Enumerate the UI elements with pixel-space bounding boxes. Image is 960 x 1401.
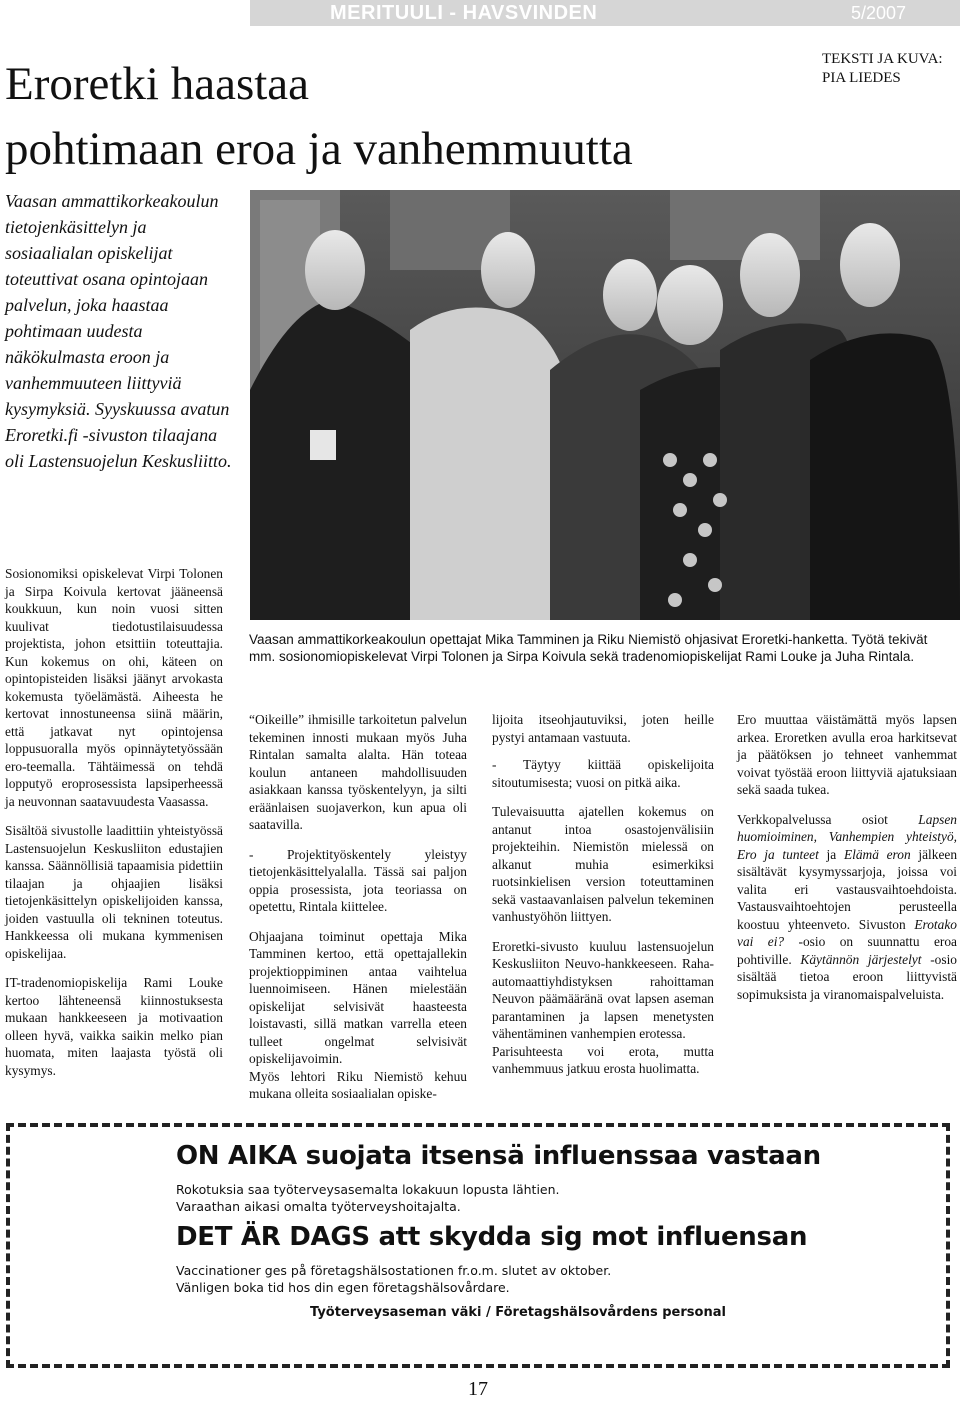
paragraph: Eroretki-sivusto kuuluu lastensuojelun Keskusliiton Neuvo-hankkeeseen. Raha-automaattiyhdistyksen rahoittaman Neuvon päämääränä ovat lapsen aseman parantaminen ja lapsen menetysten vähentäminen vanhempien erotessa. bbox=[492, 938, 714, 1041]
page-number: 17 bbox=[468, 1378, 488, 1400]
paragraph: “Oikeille” ihmisille tarkoitetun palvelun tekeminen innosti mukaan myös Juha Rintalan samalta alalta. Hän toteaa koulun antaneen mahdollisuuden asiakkaan kanssa työskentelyyn, ja silti eräänlaisen suojaverkon, kun apua oli saatavilla. bbox=[249, 712, 467, 832]
article-lead: Vaasan ammattikorkeakoulun tietojenkäsittelyn ja sosiaalialan opiskelijat toteuttivat osana opintojaan palvelun, joka haastaa pohtimaan uudesta näkökulmasta eroon ja vanhemmuuteen liittyviä kysymyksiä. Syyskuussa avatun Eroretki.fi -sivuston tilaajana oli Lastensuojelun Keskusliitto. bbox=[5, 191, 232, 471]
ad-signature: Työterveysaseman väki / Företagshälsovårdens personal bbox=[310, 1305, 726, 1320]
body-column-4 bbox=[737, 711, 957, 1015]
paragraph: lijoita itseohjautuviksi, joten heille pystyi antamaan vastuuta. bbox=[492, 712, 714, 745]
ad-text-sv-2: Vänligen boka tid hos din egen företagshälsovårdare. bbox=[176, 1280, 510, 1295]
paragraph: Sosionomiksi opiskelevat Virpi Tolonen ja Sirpa Koivula kertovat jääneensä koukkuun, kun noin vuosi sitten kuulivat tiedotustilaisuudessa projektista, johon etsittiin toteuttajia. Kun kokemus on ohi, käteen on opintopisteiden lisäksi jäänyt arvokasta kokemusta työelämästä. Aiheesta he kertovat innostuneensa siinä määrin, että jatkavat nyt opintojensa loppusuoralla myös opinnäytetyössään ero-teemalla. Tähtäimessä on tehdä lopputyö eroprosessista lapsiperheessä ja neuvonnan saatavuudesta Vaasassa. bbox=[5, 566, 223, 809]
body-column-2 bbox=[249, 711, 467, 1115]
section-name: Lapsen huomioiminen, Vanhempien yhteistyö, Ero ja tunteet bbox=[737, 811, 957, 862]
headline-line-1: Eroretki haastaa bbox=[5, 58, 310, 110]
text-run: jälkeen sisältävät kysymyssarjoja, joissa voi valita eri vastausvaihtoehdoista. Vastausvaihtoehtojen perusteella koostuu yhteenveto. Sivuston bbox=[737, 846, 958, 932]
text-run: ja bbox=[818, 846, 844, 862]
paragraph: Sisältöä sivustolle laadittiin yhteistyössä Lastensuojelun Keskusliiton edustajien kanssa. Säännöllisiä tapaamisia pidettiin tilaajan ja ohjaajien lisäksi tietojenkäsittelyn opiskelijoiden kanssa, joiden vastuulla oli tekninen toteutus. Hankkeessa oli mukana kymmenisen opiskelijaa. bbox=[5, 823, 223, 961]
paragraph: IT-tradenomiopiskelija Rami Louke kertoo lähteneensä kiinnostuksesta mukaan hankkeeseen ja motivaation olleen hyvä, vaikka saikin melko pian huomata, miten laajasta työstä oli kysymys. bbox=[5, 975, 223, 1078]
paragraph: - Projektityöskentely yleistyy tietojenkäsittelyalalla. Tässä sai paljon oppia prosessista, jota teoriassa on opetettu, Rintala kiittelee. bbox=[249, 846, 467, 914]
ad-heading-fi: ON AIKA suojata itsensä influenssaa vastaan bbox=[176, 1141, 821, 1171]
group-photo bbox=[250, 190, 960, 620]
text-run: -osio on suunnattu eroa pohtiville. bbox=[737, 934, 957, 967]
paragraph: Ero muuttaa väistämättä myös lapsen arkea. Eroretken avulla eroa harkitsevat ja päätöksen jo tehneet vanhemmat voivat työstää eroon liittyviä ajatuksiaan sekä saada tukea. bbox=[737, 712, 957, 797]
issue-number: 5/2007 bbox=[850, 3, 906, 23]
section-name: Käytännön järjestelyt bbox=[800, 951, 922, 967]
photo-caption: Vaasan ammattikorkeakoulun opettajat Mika Tamminen ja Riku Niemistö ohjasivat Eroretki-hanketta. Työtä tekivät mm. sosionomiopiskelevat Virpi Tolonen ja Sirpa Koivula sekä tradenomiopiskelijat Rami Louke ja Juha Rintala. bbox=[249, 632, 928, 664]
ad-text-sv-1: Vaccinationer ges på företagshälsostationen fr.o.m. slutet av oktober. bbox=[176, 1263, 612, 1278]
magazine-name: MERITUULI - HAVSVINDEN bbox=[330, 2, 598, 24]
headline-line-2: pohtimaan eroa ja vanhemmuutta bbox=[5, 123, 633, 175]
photo-credit bbox=[822, 50, 943, 88]
ad-text-fi-1: Rokotuksia saa työterveysasemalta lokakuun lopusta lähtien. bbox=[176, 1182, 560, 1197]
text-run: Verkkopalvelussa osiot bbox=[737, 811, 919, 827]
paragraph: Tulevaisuutta ajatellen kokemus on antanut intoa osastojenvälisiin projekteihin. Niemistön mielessä on alkanut muhia esimerkiksi ruotsinkielisen version toteuttaminen sekä vastaavanlaisen palvelun tekeminen vanhustyöhön liittyen. bbox=[492, 804, 714, 924]
credit-line-1: TEKSTI JA KUVA: bbox=[822, 51, 943, 67]
paragraph: Myös lehtori Riku Niemistö kehuu mukana olleita sosiaalialan opiske- bbox=[249, 1068, 467, 1101]
ad-heading-sv: DET ÄR DAGS att skydda sig mot influensan bbox=[176, 1222, 808, 1252]
paragraph: Ohjaajana toiminut opettaja Mika Tamminen kertoo, että opettajallekin projektioppiminen antaa vaihtelua luennoimiseen. Hänen mielestään opiskelijat selvisivät haasteesta loistavasti, sillä matkan varrella eteen tulleet ongelmat selvisivät opiskelijavoimin. bbox=[249, 928, 467, 1066]
paragraph bbox=[737, 811, 957, 1004]
paragraph: Parisuhteesta voi erota, mutta vanhemmuus jatkuu erosta huolimatta. bbox=[492, 1043, 714, 1076]
ad-text-fi-2: Varaathan aikasi omalta työterveyshoitajalta. bbox=[176, 1199, 461, 1214]
section-name: Elämä eron bbox=[843, 846, 911, 862]
body-column-1 bbox=[5, 565, 223, 1091]
text-run: -osio sisältää tietoa eroon liittyvistä sopimuksista ja viranomaispalveluista. bbox=[737, 951, 957, 1002]
paragraph: - Täytyy kiittää opiskelijoita sitoutumisesta; vuosi on pitkä aika. bbox=[492, 757, 714, 790]
credit-line-2: PIA LIEDES bbox=[822, 70, 901, 86]
body-column-3 bbox=[492, 711, 714, 1090]
article-headline bbox=[5, 52, 633, 182]
section-name: Erotako vai ei? bbox=[737, 916, 957, 949]
